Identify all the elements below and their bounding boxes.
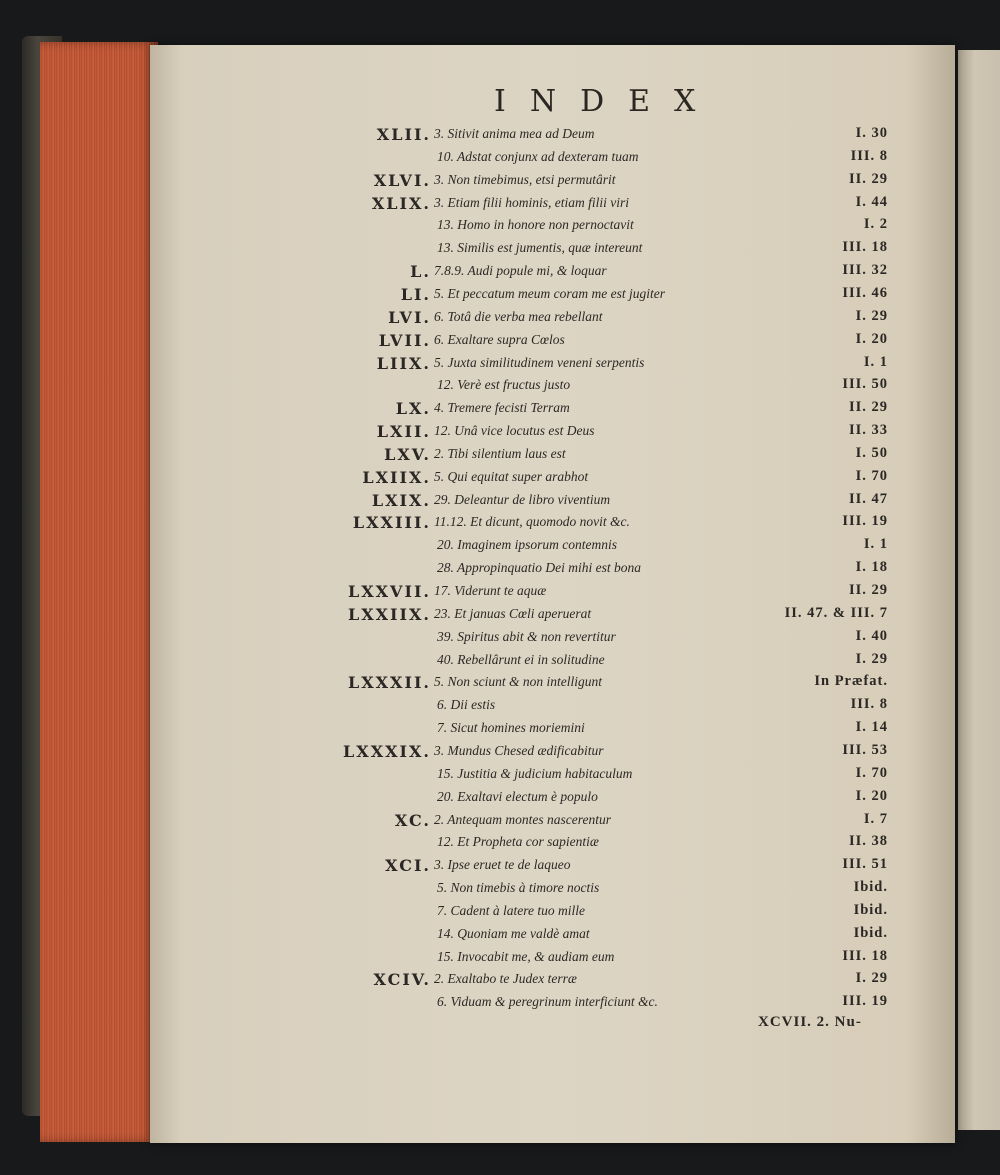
index-entry: [0, 559, 1000, 581]
index-entry: [0, 331, 1000, 353]
psalm-number: LVI.: [388, 307, 431, 327]
index-entry: [0, 171, 1000, 193]
index-entry: [0, 582, 1000, 604]
index-entry: [0, 536, 1000, 558]
verse-text: 23. Et januas Cœli aperuerat: [434, 605, 592, 621]
psalm-number: LXIIX.: [362, 467, 431, 487]
verse-text: 7.8.9. Audi popule mi, & loquar: [434, 263, 607, 279]
page-reference: I. 40: [855, 627, 888, 644]
index-entry: [0, 993, 1000, 1015]
psalm-number: XLIX.: [371, 193, 431, 213]
verse-text: 7. Sicut homines moriemini: [437, 720, 585, 736]
page-reference: III. 8: [850, 147, 888, 164]
verse-text: 6. Exaltare supra Cœlos: [434, 331, 565, 347]
verse-text: 29. Deleantur de libro viventium: [434, 491, 611, 507]
page-reference: I. 29: [855, 650, 888, 667]
index-entry: [0, 148, 1000, 170]
psalm-number: LXXIII.: [352, 513, 431, 533]
verse-text: 2. Exaltabo te Judex terræ: [434, 971, 577, 987]
verse-text: 5. Juxta similitudinem veneni serpentis: [434, 354, 645, 370]
page-reference: III. 8: [850, 696, 888, 713]
verse-text: 17. Viderunt te aquæ: [434, 583, 547, 598]
index-entry: [0, 354, 1000, 376]
psalm-number: XC.: [394, 810, 431, 830]
index-entry: [0, 468, 1000, 490]
index-entry: [0, 673, 1000, 695]
page-reference: III. 50: [842, 376, 888, 393]
index-entry: [0, 719, 1000, 741]
verse-text: 20. Exaltavi electum è populo: [437, 788, 598, 804]
verse-text: 15. Justitia & judicium habitaculum: [437, 765, 633, 781]
index-entry: [0, 308, 1000, 330]
page-reference: III. 19: [842, 993, 888, 1010]
page-reference: I. 70: [855, 467, 888, 484]
psalm-number: LI.: [400, 284, 431, 304]
page-reference: III. 32: [842, 262, 888, 279]
page-reference: Ibid.: [853, 901, 888, 918]
index-entry: [0, 491, 1000, 513]
verse-text: 12. Verè est fructus justo: [437, 377, 571, 393]
verse-text: 5. Non timebis à timore noctis: [437, 880, 600, 896]
verse-text: 5. Non sciunt & non intelligunt: [434, 674, 602, 690]
psalm-number: LXXXII.: [347, 673, 431, 693]
index-entry: [0, 788, 1000, 810]
catchword: XCVII. 2. Nu-: [758, 1014, 862, 1030]
index-entry: [0, 651, 1000, 673]
index-entry: [0, 399, 1000, 421]
index-entry: [0, 216, 1000, 238]
page-reference: I. 70: [855, 764, 888, 781]
page-reference: I. 30: [855, 125, 888, 141]
verse-text: 14. Quoniam me valdè amat: [437, 925, 590, 941]
verse-text: 5. Et peccatum meum coram me est jugiter: [434, 285, 665, 301]
page-reference: I. 29: [855, 307, 888, 324]
verse-text: 2. Tibi silentium laus est: [434, 445, 566, 461]
index-entry: [0, 742, 1000, 764]
index-entry: [0, 376, 1000, 398]
verse-text: 3. Mundus Chesed ædificabitur: [434, 742, 604, 758]
page-reference: II. 33: [848, 422, 888, 439]
verse-text: 3. Ipse eruet te de laqueo: [434, 857, 571, 873]
index-entry: [0, 628, 1000, 650]
verse-text: 6. Totâ die verba mea rebellant: [434, 308, 603, 324]
verse-text: 6. Viduam & peregrinum interficiunt &c.: [437, 994, 658, 1010]
page-reference: I. 50: [855, 444, 888, 461]
page-reference: I. 20: [855, 787, 888, 804]
verse-text: 13. Similis est jumentis, quæ intereunt: [437, 240, 643, 256]
verse-text: 12. Unâ vice locutus est Deus: [434, 423, 595, 439]
psalm-number: LXXXIX.: [343, 741, 431, 761]
page-reference: III. 51: [842, 856, 888, 873]
verse-text: 5. Qui equitat super arabhot: [434, 468, 589, 484]
index-entry: [0, 970, 1000, 992]
verse-text: 3. Etiam filii hominis, etiam filii viri: [434, 194, 629, 210]
index-entry: [0, 445, 1000, 467]
page-reference: I. 1: [863, 353, 888, 370]
verse-text: 6. Dii estis: [437, 697, 496, 713]
index-entry: [0, 925, 1000, 947]
page-reference: I. 14: [855, 719, 888, 736]
psalm-number: LXV.: [384, 444, 431, 464]
index-entry: [0, 262, 1000, 284]
page-reference: II. 29: [848, 170, 888, 187]
psalm-number: LXXVII.: [347, 582, 431, 601]
page-reference: I. 2: [863, 216, 888, 233]
index-entry: [0, 902, 1000, 924]
page-reference: III. 18: [842, 947, 888, 964]
page-reference: III. 53: [842, 741, 888, 758]
verse-text: 20. Imaginem ipsorum contemnis: [437, 537, 617, 553]
page-reference: Ibid.: [853, 924, 888, 941]
verse-text: 15. Invocabit me, & audiam eum: [437, 948, 615, 964]
page-reference: III. 18: [842, 239, 888, 256]
psalm-number: LVII.: [378, 330, 431, 350]
page-reference: III. 19: [842, 513, 888, 530]
index-entry: [0, 856, 1000, 878]
verse-text: 11.12. Et dicunt, quomodo novit &c.: [434, 514, 630, 530]
page-reference: III. 46: [842, 284, 888, 301]
psalm-number: XLII.: [376, 125, 431, 144]
verse-text: 3. Sitivit anima mea ad Deum: [434, 126, 595, 141]
index-entry: [0, 833, 1000, 855]
verse-text: 13. Homo in honore non pernoctavit: [437, 217, 634, 233]
index-entry: [0, 948, 1000, 970]
psalm-number: XCIV.: [373, 970, 431, 990]
index-entry: [0, 422, 1000, 444]
verse-text: 12. Et Propheta cor sapientiæ: [437, 834, 599, 850]
page-reference: II. 47. & III. 7: [784, 604, 888, 621]
index-entry: [0, 285, 1000, 307]
page-reference: Ibid.: [853, 879, 888, 896]
verse-text: 2. Antequam montes nascerentur: [434, 811, 611, 827]
page-reference: I. 7: [863, 810, 888, 827]
verse-text: 28. Appropinquatio Dei mihi est bona: [437, 560, 641, 576]
page-reference: II. 47: [848, 490, 888, 507]
index-entry: [0, 696, 1000, 718]
verse-text: 10. Adstat conjunx ad dexteram tuam: [437, 148, 639, 164]
page-reference: II. 38: [848, 833, 888, 850]
index-entry: [0, 125, 1000, 147]
psalm-number: LIIX.: [376, 353, 431, 373]
page-heading: INDEX: [494, 84, 720, 119]
verse-text: 39. Spiritus abit & non revertitur: [437, 628, 616, 644]
index-entry: [0, 194, 1000, 216]
verse-text: 4. Tremere fecisti Terram: [434, 400, 570, 416]
page-reference: I. 18: [855, 559, 888, 576]
page-reference: II. 29: [848, 582, 888, 598]
psalm-number: LX.: [395, 399, 431, 419]
page-reference: I. 29: [855, 970, 888, 987]
psalm-number: LXII.: [376, 422, 431, 442]
page-reference: I. 1: [863, 536, 888, 553]
page-reference: In Præfat.: [814, 673, 888, 690]
psalm-number: LXXIIX.: [347, 604, 431, 624]
verse-text: 7. Cadent à latere tuo mille: [437, 902, 585, 918]
index-entry: [0, 605, 1000, 627]
verse-text: 40. Rebellârunt ei in solitudine: [437, 651, 605, 667]
psalm-number: XCI.: [385, 856, 431, 876]
index-entry: [0, 513, 1000, 535]
page-reference: I. 20: [855, 330, 888, 347]
verse-text: 3. Non timebimus, etsi permutârit: [434, 171, 616, 187]
psalm-number: XLVI.: [373, 170, 431, 190]
index-entry: [0, 811, 1000, 833]
index-entry: [0, 765, 1000, 787]
index-entry: [0, 879, 1000, 901]
psalm-number: LXIX.: [371, 490, 431, 510]
page-reference: I. 44: [855, 193, 888, 210]
index-entry: [0, 239, 1000, 261]
psalm-number: L.: [410, 262, 431, 282]
page-reference: II. 29: [848, 399, 888, 416]
